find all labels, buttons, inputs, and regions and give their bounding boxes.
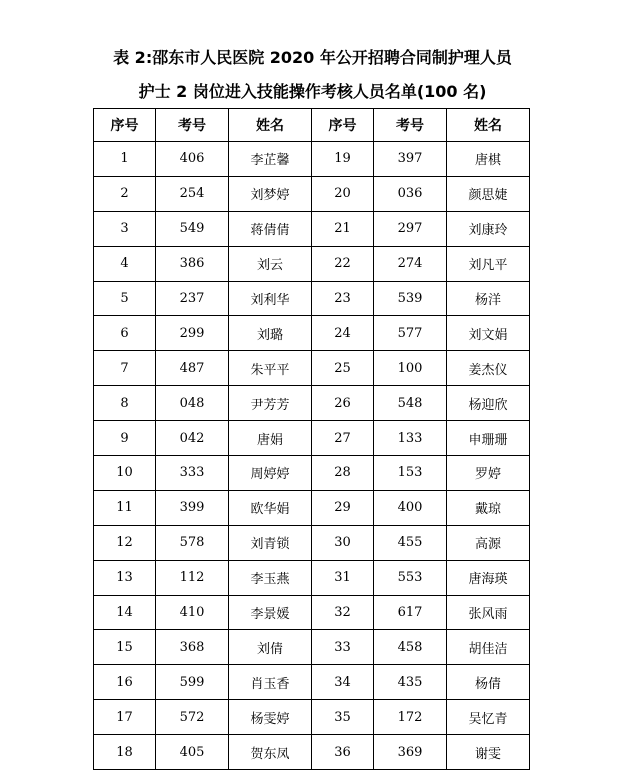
- cell-seq-right: 33: [312, 630, 374, 665]
- cell-exam-no-left: 386: [156, 246, 229, 281]
- table-row: [94, 595, 530, 630]
- cell-name-left: 杨雯婷: [229, 700, 312, 735]
- cell-name-left: 蒋倩倩: [229, 211, 312, 246]
- table-row: [94, 700, 530, 735]
- cell-seq-right: 19: [312, 142, 374, 177]
- cell-seq-left: 7: [94, 351, 156, 386]
- cell-exam-no-right: 100: [374, 351, 447, 386]
- cell-seq-left: 8: [94, 386, 156, 421]
- cell-exam-no-left: 572: [156, 700, 229, 735]
- cell-exam-no-left: 549: [156, 211, 229, 246]
- cell-name-left: 刘云: [229, 246, 312, 281]
- cell-exam-no-right: 548: [374, 386, 447, 421]
- cell-name-right: 刘康玲: [447, 211, 530, 246]
- cell-name-left: 李景媛: [229, 595, 312, 630]
- table-row: [94, 246, 530, 281]
- cell-name-right: 颜思婕: [447, 176, 530, 211]
- cell-exam-no-right: 397: [374, 142, 447, 177]
- cell-seq-right: 34: [312, 665, 374, 700]
- cell-seq-left: 13: [94, 560, 156, 595]
- cell-name-right: 申珊珊: [447, 421, 530, 456]
- cell-name-right: 杨迎欣: [447, 386, 530, 421]
- table-row: [94, 316, 530, 351]
- cell-name-left: 唐娟: [229, 421, 312, 456]
- table-row: [94, 421, 530, 456]
- cell-exam-no-left: 410: [156, 595, 229, 630]
- cell-name-left: 刘璐: [229, 316, 312, 351]
- cell-seq-left: 16: [94, 665, 156, 700]
- cell-name-right: 姜杰仪: [447, 351, 530, 386]
- cell-exam-no-right: 172: [374, 700, 447, 735]
- cell-seq-right: 29: [312, 490, 374, 525]
- table-body: [94, 142, 530, 770]
- cell-exam-no-right: 617: [374, 595, 447, 630]
- cell-name-right: 杨洋: [447, 281, 530, 316]
- cell-name-left: 朱平平: [229, 351, 312, 386]
- cell-name-right: 唐棋: [447, 142, 530, 177]
- table-row: [94, 525, 530, 560]
- cell-exam-no-left: 042: [156, 421, 229, 456]
- cell-name-left: 尹芳芳: [229, 386, 312, 421]
- cell-seq-right: 25: [312, 351, 374, 386]
- cell-exam-no-left: 368: [156, 630, 229, 665]
- cell-exam-no-left: 599: [156, 665, 229, 700]
- cell-exam-no-right: 400: [374, 490, 447, 525]
- table-row: [94, 351, 530, 386]
- cell-name-left: 刘利华: [229, 281, 312, 316]
- cell-seq-right: 24: [312, 316, 374, 351]
- cell-name-right: 张风雨: [447, 595, 530, 630]
- cell-seq-left: 17: [94, 700, 156, 735]
- cell-name-right: 杨倩: [447, 665, 530, 700]
- cell-exam-no-right: 455: [374, 525, 447, 560]
- table-header-row: [94, 109, 530, 142]
- cell-seq-right: 20: [312, 176, 374, 211]
- table-row: [94, 211, 530, 246]
- header-exam-no-right: 考号: [374, 109, 447, 142]
- cell-name-left: 周婷婷: [229, 456, 312, 491]
- table-row: [94, 560, 530, 595]
- cell-name-left: 刘倩: [229, 630, 312, 665]
- cell-name-left: 贺东凤: [229, 735, 312, 770]
- cell-exam-no-right: 435: [374, 665, 447, 700]
- cell-seq-left: 15: [94, 630, 156, 665]
- cell-exam-no-left: 487: [156, 351, 229, 386]
- cell-seq-left: 6: [94, 316, 156, 351]
- cell-name-right: 胡佳洁: [447, 630, 530, 665]
- cell-seq-right: 32: [312, 595, 374, 630]
- document-title-line-1: 表 2:邵东市人民医院 2020 年公开招聘合同制护理人员: [113, 48, 512, 67]
- cell-seq-left: 11: [94, 490, 156, 525]
- cell-exam-no-left: 406: [156, 142, 229, 177]
- cell-exam-no-left: 405: [156, 735, 229, 770]
- header-name-right: 姓名: [447, 109, 530, 142]
- cell-exam-no-right: 274: [374, 246, 447, 281]
- cell-name-right: 高源: [447, 525, 530, 560]
- cell-seq-left: 18: [94, 735, 156, 770]
- cell-seq-left: 3: [94, 211, 156, 246]
- cell-name-right: 吴忆青: [447, 700, 530, 735]
- cell-seq-left: 9: [94, 421, 156, 456]
- cell-seq-left: 4: [94, 246, 156, 281]
- cell-seq-left: 5: [94, 281, 156, 316]
- cell-exam-no-right: 297: [374, 211, 447, 246]
- table-row: [94, 386, 530, 421]
- cell-seq-right: 36: [312, 735, 374, 770]
- table-row: [94, 142, 530, 177]
- cell-seq-left: 12: [94, 525, 156, 560]
- candidate-roster-table: [93, 108, 530, 770]
- cell-exam-no-right: 153: [374, 456, 447, 491]
- cell-seq-right: 28: [312, 456, 374, 491]
- cell-name-right: 罗婷: [447, 456, 530, 491]
- cell-exam-no-right: 539: [374, 281, 447, 316]
- cell-name-right: 戴琼: [447, 490, 530, 525]
- cell-exam-no-left: 299: [156, 316, 229, 351]
- cell-exam-no-left: 048: [156, 386, 229, 421]
- table-row: [94, 456, 530, 491]
- cell-exam-no-left: 237: [156, 281, 229, 316]
- table-row: [94, 490, 530, 525]
- cell-exam-no-right: 577: [374, 316, 447, 351]
- cell-seq-right: 31: [312, 560, 374, 595]
- cell-exam-no-right: 133: [374, 421, 447, 456]
- cell-seq-left: 10: [94, 456, 156, 491]
- cell-name-right: 刘文娟: [447, 316, 530, 351]
- table-row: [94, 281, 530, 316]
- cell-name-left: 李玉燕: [229, 560, 312, 595]
- header-seq-left: 序号: [94, 109, 156, 142]
- document-title-line-2: 护士 2 岗位进入技能操作考核人员名单(100 名): [138, 82, 487, 101]
- cell-name-left: 欧华娟: [229, 490, 312, 525]
- cell-seq-left: 1: [94, 142, 156, 177]
- cell-seq-right: 26: [312, 386, 374, 421]
- cell-exam-no-right: 036: [374, 176, 447, 211]
- cell-seq-left: 2: [94, 176, 156, 211]
- cell-seq-right: 23: [312, 281, 374, 316]
- header-exam-no-left: 考号: [156, 109, 229, 142]
- cell-name-left: 肖玉香: [229, 665, 312, 700]
- cell-name-right: 唐海瑛: [447, 560, 530, 595]
- cell-exam-no-right: 458: [374, 630, 447, 665]
- cell-seq-right: 27: [312, 421, 374, 456]
- table-row: [94, 665, 530, 700]
- cell-seq-right: 30: [312, 525, 374, 560]
- cell-exam-no-left: 578: [156, 525, 229, 560]
- header-name-left: 姓名: [229, 109, 312, 142]
- cell-seq-right: 22: [312, 246, 374, 281]
- cell-exam-no-left: 254: [156, 176, 229, 211]
- table-row: [94, 176, 530, 211]
- cell-name-left: 刘梦婷: [229, 176, 312, 211]
- cell-exam-no-left: 399: [156, 490, 229, 525]
- table-row: [94, 630, 530, 665]
- cell-seq-left: 14: [94, 595, 156, 630]
- cell-exam-no-left: 333: [156, 456, 229, 491]
- cell-name-right: 谢雯: [447, 735, 530, 770]
- cell-name-left: 李芷馨: [229, 142, 312, 177]
- cell-seq-right: 35: [312, 700, 374, 735]
- cell-exam-no-left: 112: [156, 560, 229, 595]
- cell-exam-no-right: 369: [374, 735, 447, 770]
- header-seq-right: 序号: [312, 109, 374, 142]
- cell-exam-no-right: 553: [374, 560, 447, 595]
- cell-name-right: 刘凡平: [447, 246, 530, 281]
- table-row: [94, 735, 530, 770]
- cell-name-left: 刘青锁: [229, 525, 312, 560]
- cell-seq-right: 21: [312, 211, 374, 246]
